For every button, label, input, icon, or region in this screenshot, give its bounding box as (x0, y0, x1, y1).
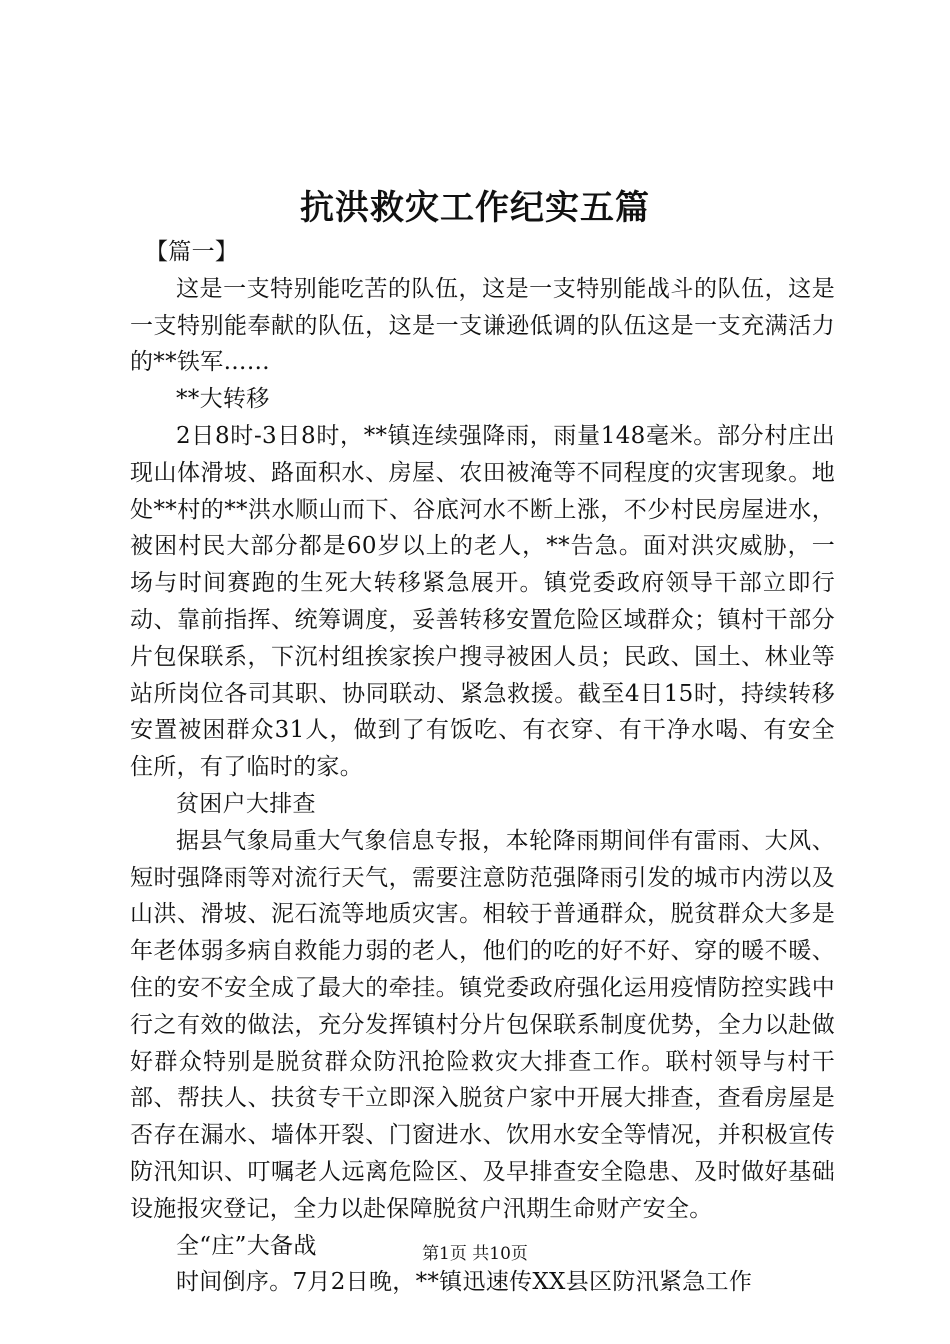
preparation-paragraph: 时间倒序。7月2日晚，**镇迅速传XX县区防汛紧急工作 (176, 1269, 753, 1296)
document-title: 抗洪救灾工作纪实五篇 (300, 188, 650, 228)
subheading-evacuation: **大转移 (176, 386, 270, 413)
inspection-paragraph: 据县气象局重大气象信息专报，本轮降雨期间伴有雷雨、大风、短时强降雨等对流行天气，需要注意防范强降雨引发的城市内涝以及山洪、滑坡、泥石流等地质灾害。相较于普通群众，脱贫群众大多是年老体弱多病自救能力弱的老人，他们的吃的好不好、穿的暖不暖、住的安不安全成了最大的牵挂。镇党委政府强化运用疫情防控实践中行之有效的做法，充分发挥镇村分片包保联系制度优势，全力以赴做好群众特别是脱贫群众防汛抢险救灾大排查工作。联村领导与村干部、帮扶人、扶贫专干立即深入脱贫户家中开展大排查，查看房屋是否存在漏水、墙体开裂、门窗进水、饮用水安全等情况，并积极宣传防汛知识、叮嘱老人远离危险区、及早排查安全隐患、及时做好基础设施报灾登记，全力以赴保障脱贫户汛期生命财产安全。 (130, 827, 835, 1222)
page-footer: 第1页 共10页 (422, 1244, 528, 1264)
section-marker: 【篇一】 (145, 239, 239, 265)
intro-paragraph: 这是一支特别能吃苦的队伍，这是一支特别能战斗的队伍，这是一支特别能奉献的队伍，这是一支谦逊低调的队伍这是一支充满活力的**铁军…… (130, 275, 835, 376)
evacuation-paragraph: 2日8时-3日8时，**镇连续强降雨，雨量148毫米。部分村庄出现山体滑坡、路面积水、房屋、农田被淹等不同程度的灾害现象。地处**村的**洪水顺山而下、谷底河水不断上涨，不少村民房屋进水，被困村民大部分都是60岁以上的老人，**告急。面对洪灾威胁，一场与时间赛跑的生死大转移紧急展开。镇党委政府领导干部立即行动、靠前指挥、统筹调度，妥善转移安置危险区域群众；镇村干部分片包保联系，下沉村组挨家挨户搜寻被困人员；民政、国土、林业等站所岗位各司其职、协同联动、紧急救援。截至4日15时，持续转移安置被困群众31人，做到了有饭吃、有衣穿、有干净水喝、有安全住所，有了临时的家。 (130, 422, 835, 781)
subheading-inspection: 贫困户大排查 (176, 790, 316, 817)
document-body (130, 234, 835, 1301)
subheading-preparation: 全“庄”大备战 (176, 1232, 317, 1259)
